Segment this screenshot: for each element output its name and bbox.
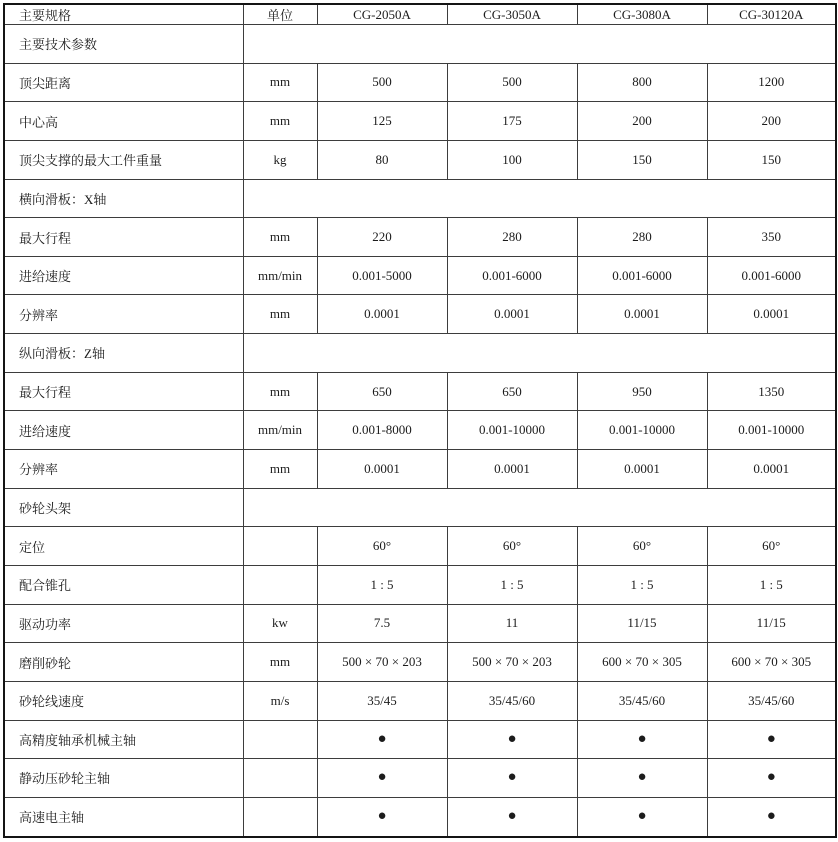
- column-header-spec: 主要规格: [4, 4, 243, 25]
- value-cell: 280: [447, 218, 577, 257]
- value-cell: 80: [317, 140, 447, 179]
- value-cell: 0.001-10000: [447, 411, 577, 450]
- feature-dot-cell: ●: [317, 797, 447, 837]
- value-cell: 0.001-8000: [317, 411, 447, 450]
- row-label: 静动压砂轮主轴: [4, 759, 243, 798]
- unit-cell: mm: [243, 63, 317, 102]
- column-header-model-cg2050a: CG-2050A: [317, 4, 447, 25]
- value-cell: 0.001-6000: [707, 256, 836, 295]
- unit-cell: [243, 797, 317, 837]
- value-cell: 0.0001: [447, 295, 577, 334]
- section-row: [4, 179, 836, 218]
- table-row: [4, 720, 836, 759]
- feature-dot-cell: ●: [707, 720, 836, 759]
- value-cell: 500 × 70 × 203: [317, 643, 447, 682]
- value-cell: 150: [707, 140, 836, 179]
- row-label: 最大行程: [4, 372, 243, 411]
- value-cell: 600 × 70 × 305: [707, 643, 836, 682]
- column-header-model-cg30120a: CG-30120A: [707, 4, 836, 25]
- table-row: [4, 604, 836, 643]
- row-label: 磨削砂轮: [4, 643, 243, 682]
- column-header-model-cg3050a: CG-3050A: [447, 4, 577, 25]
- value-cell: 35/45/60: [447, 681, 577, 720]
- table-row: [4, 411, 836, 450]
- feature-dot-cell: ●: [577, 720, 707, 759]
- unit-cell: [243, 759, 317, 798]
- value-cell: 1 : 5: [317, 565, 447, 604]
- value-cell: 11/15: [707, 604, 836, 643]
- row-label: 进给速度: [4, 256, 243, 295]
- row-label: 最大行程: [4, 218, 243, 257]
- column-header-model-cg3080a: CG-3080A: [577, 4, 707, 25]
- value-cell: 0.001-6000: [577, 256, 707, 295]
- row-label: 横向滑板：X轴: [4, 179, 243, 218]
- unit-cell: [243, 720, 317, 759]
- section-empty-cell: [243, 334, 836, 373]
- row-label: 驱动功率: [4, 604, 243, 643]
- unit-cell: mm: [243, 643, 317, 682]
- unit-cell: m/s: [243, 681, 317, 720]
- unit-cell: mm: [243, 450, 317, 489]
- value-cell: 60°: [577, 527, 707, 566]
- value-cell: 650: [447, 372, 577, 411]
- value-cell: 600 × 70 × 305: [577, 643, 707, 682]
- feature-dot-cell: ●: [707, 759, 836, 798]
- section-empty-cell: [243, 179, 836, 218]
- row-label: 分辨率: [4, 295, 243, 334]
- value-cell: 0.0001: [577, 295, 707, 334]
- table-row: [4, 565, 836, 604]
- table-row: [4, 102, 836, 141]
- row-label: 砂轮头架: [4, 488, 243, 527]
- feature-dot-cell: ●: [447, 720, 577, 759]
- section-row: [4, 488, 836, 527]
- unit-cell: kg: [243, 140, 317, 179]
- section-empty-cell: [243, 488, 836, 527]
- table-row: [4, 797, 836, 837]
- row-label: 配合锥孔: [4, 565, 243, 604]
- value-cell: 1350: [707, 372, 836, 411]
- value-cell: 200: [577, 102, 707, 141]
- row-label: 进给速度: [4, 411, 243, 450]
- unit-cell: mm/min: [243, 256, 317, 295]
- value-cell: 35/45: [317, 681, 447, 720]
- unit-cell: [243, 565, 317, 604]
- value-cell: 0.0001: [447, 450, 577, 489]
- value-cell: 1 : 5: [447, 565, 577, 604]
- row-label: 高精度轴承机械主轴: [4, 720, 243, 759]
- table-row: [4, 527, 836, 566]
- table-row: [4, 63, 836, 102]
- value-cell: 500: [317, 63, 447, 102]
- spec-table-header: [4, 4, 836, 25]
- value-cell: 0.0001: [707, 295, 836, 334]
- table-row: [4, 681, 836, 720]
- value-cell: 150: [577, 140, 707, 179]
- value-cell: 950: [577, 372, 707, 411]
- header-row: [4, 4, 836, 25]
- section-row: [4, 334, 836, 373]
- value-cell: 0.0001: [577, 450, 707, 489]
- row-label: 高速电主轴: [4, 797, 243, 837]
- feature-dot-cell: ●: [447, 759, 577, 798]
- value-cell: 11/15: [577, 604, 707, 643]
- value-cell: 220: [317, 218, 447, 257]
- value-cell: 1200: [707, 63, 836, 102]
- value-cell: 125: [317, 102, 447, 141]
- unit-cell: mm: [243, 102, 317, 141]
- row-label: 定位: [4, 527, 243, 566]
- value-cell: 60°: [447, 527, 577, 566]
- feature-dot-cell: ●: [577, 797, 707, 837]
- feature-dot-cell: ●: [317, 720, 447, 759]
- table-row: [4, 372, 836, 411]
- value-cell: 800: [577, 63, 707, 102]
- value-cell: 35/45/60: [577, 681, 707, 720]
- table-row: [4, 140, 836, 179]
- value-cell: 350: [707, 218, 836, 257]
- value-cell: 60°: [707, 527, 836, 566]
- value-cell: 500 × 70 × 203: [447, 643, 577, 682]
- section-empty-cell: [243, 25, 836, 64]
- value-cell: 0.001-6000: [447, 256, 577, 295]
- feature-dot-cell: ●: [707, 797, 836, 837]
- column-header-unit: 单位: [243, 4, 317, 25]
- spec-sheet: [3, 3, 837, 838]
- value-cell: 7.5: [317, 604, 447, 643]
- row-label: 顶尖距离: [4, 63, 243, 102]
- value-cell: 0.0001: [707, 450, 836, 489]
- feature-dot-cell: ●: [577, 759, 707, 798]
- table-row: [4, 218, 836, 257]
- value-cell: 1 : 5: [577, 565, 707, 604]
- value-cell: 1 : 5: [707, 565, 836, 604]
- value-cell: 0.001-10000: [707, 411, 836, 450]
- unit-cell: mm: [243, 295, 317, 334]
- row-label: 主要技术参数: [4, 25, 243, 64]
- value-cell: 0.001-10000: [577, 411, 707, 450]
- row-label: 砂轮线速度: [4, 681, 243, 720]
- feature-dot-cell: ●: [317, 759, 447, 798]
- unit-cell: mm: [243, 372, 317, 411]
- feature-dot-cell: ●: [447, 797, 577, 837]
- row-label: 分辨率: [4, 450, 243, 489]
- unit-cell: mm: [243, 218, 317, 257]
- table-row: [4, 643, 836, 682]
- spec-table: [3, 3, 837, 838]
- table-row: [4, 256, 836, 295]
- unit-cell: mm/min: [243, 411, 317, 450]
- value-cell: 11: [447, 604, 577, 643]
- table-row: [4, 450, 836, 489]
- value-cell: 35/45/60: [707, 681, 836, 720]
- unit-cell: [243, 527, 317, 566]
- spec-table-body: [4, 25, 836, 838]
- value-cell: 60°: [317, 527, 447, 566]
- value-cell: 0.001-5000: [317, 256, 447, 295]
- value-cell: 650: [317, 372, 447, 411]
- row-label: 顶尖支撑的最大工件重量: [4, 140, 243, 179]
- value-cell: 175: [447, 102, 577, 141]
- value-cell: 500: [447, 63, 577, 102]
- value-cell: 280: [577, 218, 707, 257]
- value-cell: 200: [707, 102, 836, 141]
- value-cell: 0.0001: [317, 450, 447, 489]
- value-cell: 100: [447, 140, 577, 179]
- section-row: [4, 25, 836, 64]
- row-label: 纵向滑板：Z轴: [4, 334, 243, 373]
- row-label: 中心高: [4, 102, 243, 141]
- value-cell: 0.0001: [317, 295, 447, 334]
- table-row: [4, 759, 836, 798]
- unit-cell: kw: [243, 604, 317, 643]
- table-row: [4, 295, 836, 334]
